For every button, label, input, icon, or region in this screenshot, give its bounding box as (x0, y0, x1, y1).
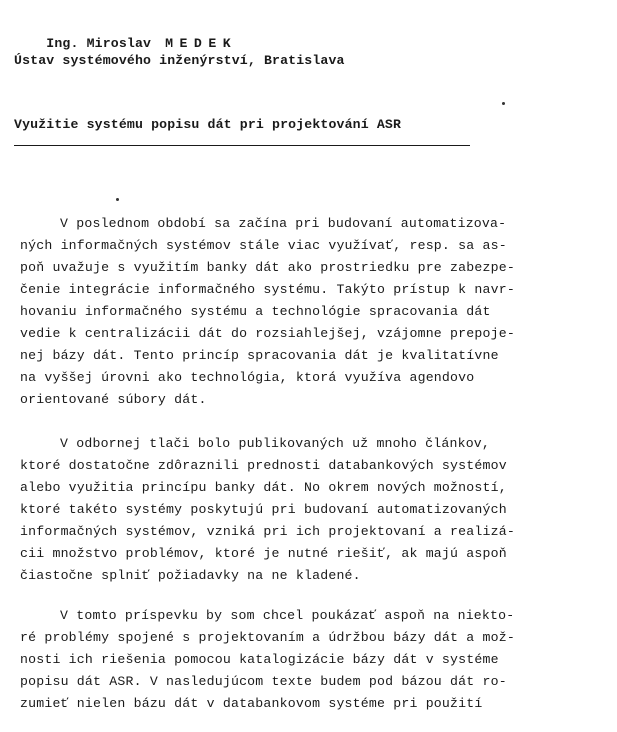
author-surname: MEDEK (165, 36, 238, 51)
paragraph-line: popisu dát ASR. V nasledujúcom texte budem pod bázou dát ro- (20, 674, 507, 689)
title-underline (14, 145, 470, 146)
paragraph-line: ných informačných systémov stále viac využívať, resp. sa as- (20, 238, 507, 253)
paragraph-line: alebo využitia princípu banky dát. No okrem nových možností, (20, 480, 507, 495)
paragraph-line: V odbornej tlači bolo publikovaných už mnoho článkov, (60, 436, 491, 451)
institute-line: Ústav systémového inženýrství, Bratislava (14, 53, 345, 68)
author-name: Ing. Miroslav (46, 36, 152, 51)
paragraph-line: nej bázy dát. Tento princíp spracovania dát je kvalitatívne (20, 348, 499, 363)
ink-speck (502, 102, 505, 105)
paragraph-line: V poslednom období sa začína pri budovaní automatizova- (60, 216, 507, 231)
paragraph-line: ré problémy spojené s projektovaním a údržbou bázy dát a mož- (20, 630, 515, 645)
paragraph-line: V tomto príspevku by som chcel poukázať aspoň na niekto- (60, 608, 515, 623)
paragraph-line: ktoré takéto systémy poskytujú pri budovaní automatizovaných (20, 502, 507, 517)
paragraph-line: nosti ich riešenia pomocou katalogizácie bázy dát v systéme (20, 652, 499, 667)
paragraph-line: cii množstvo problémov, ktoré je nutné riešiť, ak majú aspoň (20, 546, 507, 561)
paragraph-line: hovaniu informačného systému a technológie spracovania dát (20, 304, 491, 319)
paragraph-line: zumieť nielen bázu dát v databankovom systéme pri použití (20, 696, 483, 711)
paragraph-line: ktoré dostatočne zdôraznili prednosti databankových systémov (20, 458, 507, 473)
document-title: Využitie systému popisu dát pri projektování ASR (14, 117, 402, 132)
paragraph-line: vedie k centralizácii dát do rozsiahlejšej, vzájomne prepoje- (20, 326, 515, 341)
paragraph-line: orientované súbory dát. (20, 392, 207, 407)
paragraph-line: čiastočne splniť požiadavky na ne kladené. (20, 568, 361, 583)
paragraph-line: na vyššej úrovni ako technológia, ktorá využíva agendovo (20, 370, 475, 385)
paragraph-line: čenie integrácie informačného systému. Takýto prístup k navr- (20, 282, 515, 297)
paragraph-line: informačných systémov, vzniká pri ich projektovaní a realizá- (20, 524, 515, 539)
paragraph-line: poň uvažuje s využitím banky dát ako prostriedku pre zabezpe- (20, 260, 515, 275)
ink-speck (116, 198, 119, 201)
